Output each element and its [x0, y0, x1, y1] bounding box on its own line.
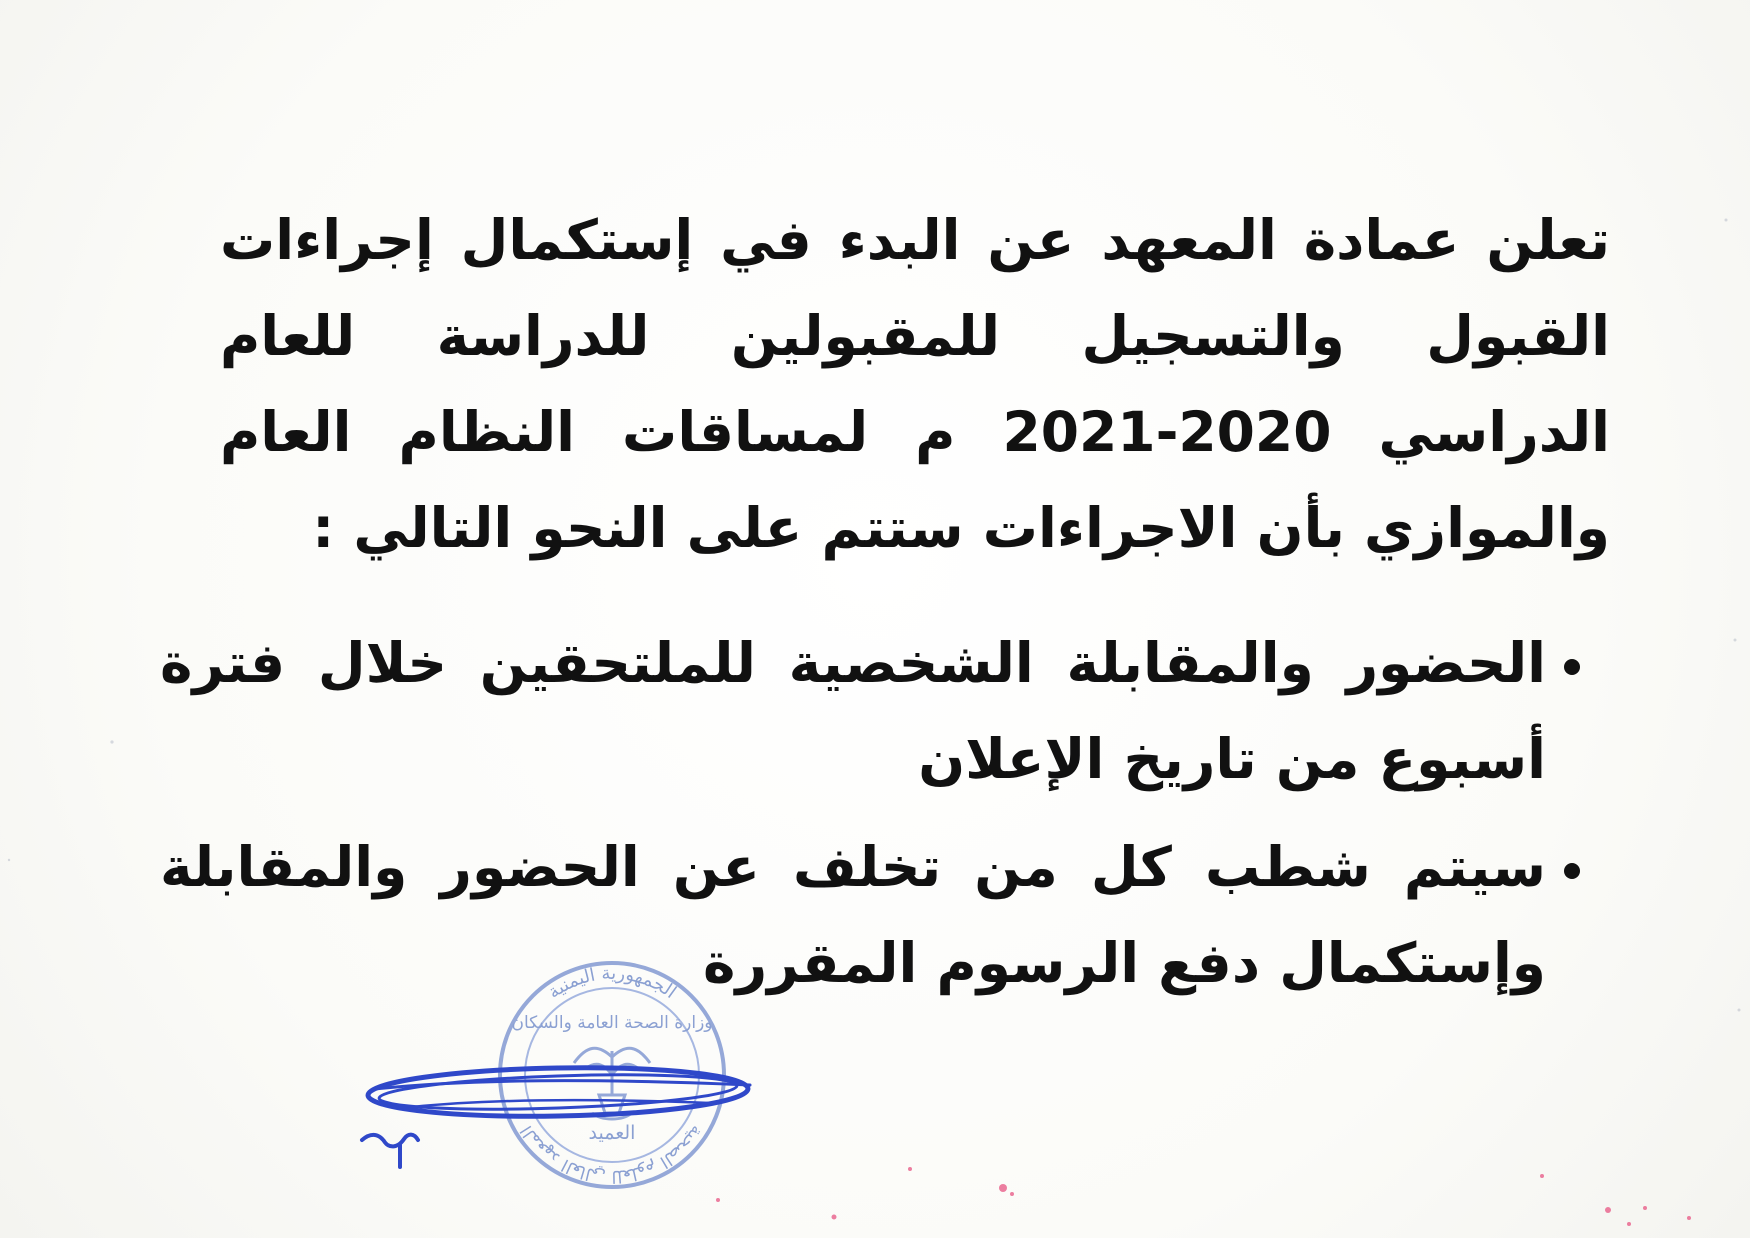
cancellation-bullet: سيتم شطب كل من تخلف عن الحضور والمقابلة وإستكمال دفع الرسوم المقررة	[160, 819, 1580, 1011]
stamp-bottom-label: المعهد العالي للعلوم الصحية	[516, 1121, 707, 1187]
signature-middle-stroke	[412, 1100, 710, 1107]
bullet-list	[160, 615, 1580, 1023]
handwritten-signature	[340, 1045, 790, 1185]
stamp-center-text: العميد	[588, 1122, 636, 1144]
stamp-top-label: الجمهورية اليمنية	[544, 962, 681, 1004]
announcement-paragraph: تعلن عمادة المعهد عن البدء في إستكمال إجراءات القبول والتسجيل للمقبولين للدراسة للعام الدراسي 2020-2021 م لمساقات النظام العام والموازي بأن الاجراءات ستتم على النحو التالي :	[220, 208, 1611, 560]
attendance-interview-bullet: الحضور والمقابلة الشخصية للملتحقين خلال فترة أسبوع من تاريخ الإعلان	[160, 615, 1580, 807]
signature-upper-stroke	[375, 1081, 750, 1089]
stamp-middle-label: وزارة الصحة العامة والسكان	[511, 1013, 713, 1033]
signature-lower-stroke	[362, 1135, 418, 1147]
signature-oval-outer	[368, 1065, 749, 1120]
